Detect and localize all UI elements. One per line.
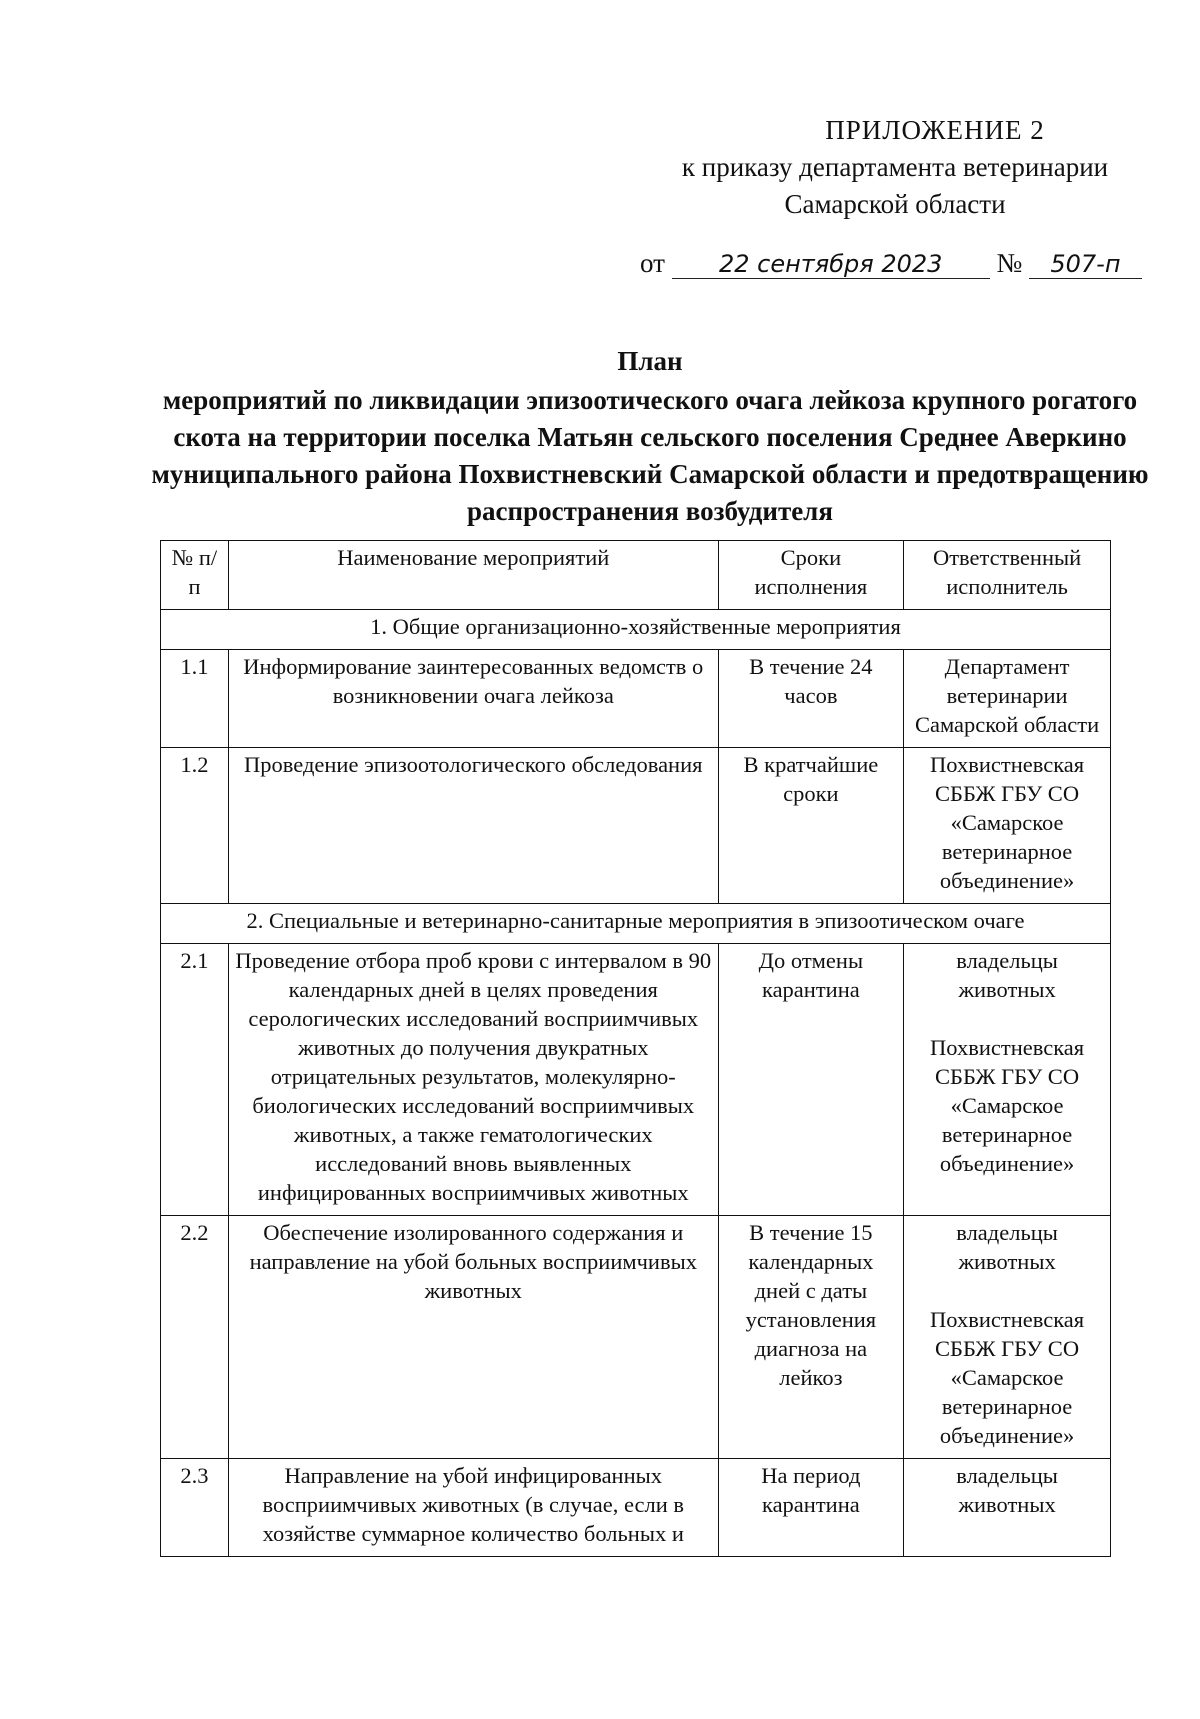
row-name: Обеспечение изолированного содержания и направление на убой больных восприимчивых животных xyxy=(228,1216,718,1459)
table-row xyxy=(161,1216,1111,1459)
header-resp: Ответственный исполнитель xyxy=(904,541,1111,610)
row-term: В течение 15 календарных дней с даты установления диагноза на лейкоз xyxy=(718,1216,904,1459)
table-row xyxy=(161,650,1111,748)
section-2-title: 2. Специальные и ветеринарно-санитарные мероприятия в эпизоотическом очаге xyxy=(161,904,1111,944)
row-resp-service: Похвистневская СББЖ ГБУ СО «Самарское ветеринарное объединение» xyxy=(930,1307,1085,1448)
table-row xyxy=(161,1459,1111,1557)
row-name: Проведение отбора проб крови с интервалом в 90 календарных дней в целях проведения серологических исследований восприимчивых животных до получения двукратных отрицательных результатов, молекулярно-биологических исследований восприимчивых животных, а также гематологических исследований вновь выявленных инфицированных восприимчивых животных xyxy=(228,944,718,1216)
table-header-row xyxy=(161,541,1111,610)
order-number-prefix: № xyxy=(996,248,1023,278)
row-resp: Департамент ветеринарии Самарской области xyxy=(904,650,1111,748)
row-name: Проведение эпизоотологического обследования xyxy=(228,748,718,904)
appendix-block xyxy=(660,112,1130,223)
section-row xyxy=(161,610,1111,650)
row-resp: Похвистневская СББЖ ГБУ СО «Самарское ветеринарное объединение» xyxy=(904,748,1111,904)
order-date-prefix: от xyxy=(640,248,665,278)
plan-table xyxy=(160,540,1111,1557)
appendix-line-1: к приказу департамента ветеринарии xyxy=(681,152,1109,182)
row-resp-owners: владельцы животных xyxy=(956,1220,1058,1274)
plan-subtitle: мероприятий по ликвидации эпизоотического очага лейкоза крупного рогатого скота на территории поселка Матьян сельского поселения Среднее Аверкино муниципального района Похвистневский Самарской области и предотвращению распространения возбудителя xyxy=(151,385,1149,526)
order-date: 22 сентября 2023 xyxy=(672,250,990,279)
row-term: До отмены карантина xyxy=(718,944,904,1216)
header-name: Наименование мероприятий xyxy=(228,541,718,610)
row-num: 2.2 xyxy=(161,1216,229,1459)
table-row xyxy=(161,944,1111,1216)
row-term: В кратчайшие сроки xyxy=(718,748,904,904)
row-num: 1.2 xyxy=(161,748,229,904)
order-number: 507-п xyxy=(1029,250,1142,279)
section-1-title: 1. Общие организационно-хозяйственные мероприятия xyxy=(161,610,1111,650)
header-term: Сроки исполнения xyxy=(718,541,904,610)
table-row xyxy=(161,748,1111,904)
row-resp-owners: владельцы животных xyxy=(956,948,1058,1002)
row-term: На период карантина xyxy=(718,1459,904,1557)
appendix-line-2: Самарской области xyxy=(784,189,1006,219)
row-num: 1.1 xyxy=(161,650,229,748)
header-num: № п/п xyxy=(161,541,229,610)
row-resp xyxy=(904,1216,1111,1459)
row-term: В течение 24 часов xyxy=(718,650,904,748)
plan-heading xyxy=(150,343,1150,530)
row-resp-service: Похвистневская СББЖ ГБУ СО «Самарское ветеринарное объединение» xyxy=(930,1035,1085,1176)
row-name: Направление на убой инфицированных восприимчивых животных (в случае, если в хозяйстве суммарное количество больных и xyxy=(228,1459,718,1557)
order-line xyxy=(640,248,1140,279)
row-num: 2.3 xyxy=(161,1459,229,1557)
section-row xyxy=(161,904,1111,944)
row-resp: владельцы животных xyxy=(904,1459,1111,1557)
plan-title: План xyxy=(617,346,683,376)
row-name: Информирование заинтересованных ведомств о возникновении очага лейкоза xyxy=(228,650,718,748)
row-num: 2.1 xyxy=(161,944,229,1216)
row-resp xyxy=(904,944,1111,1216)
appendix-title: ПРИЛОЖЕНИЕ 2 xyxy=(825,115,1045,145)
